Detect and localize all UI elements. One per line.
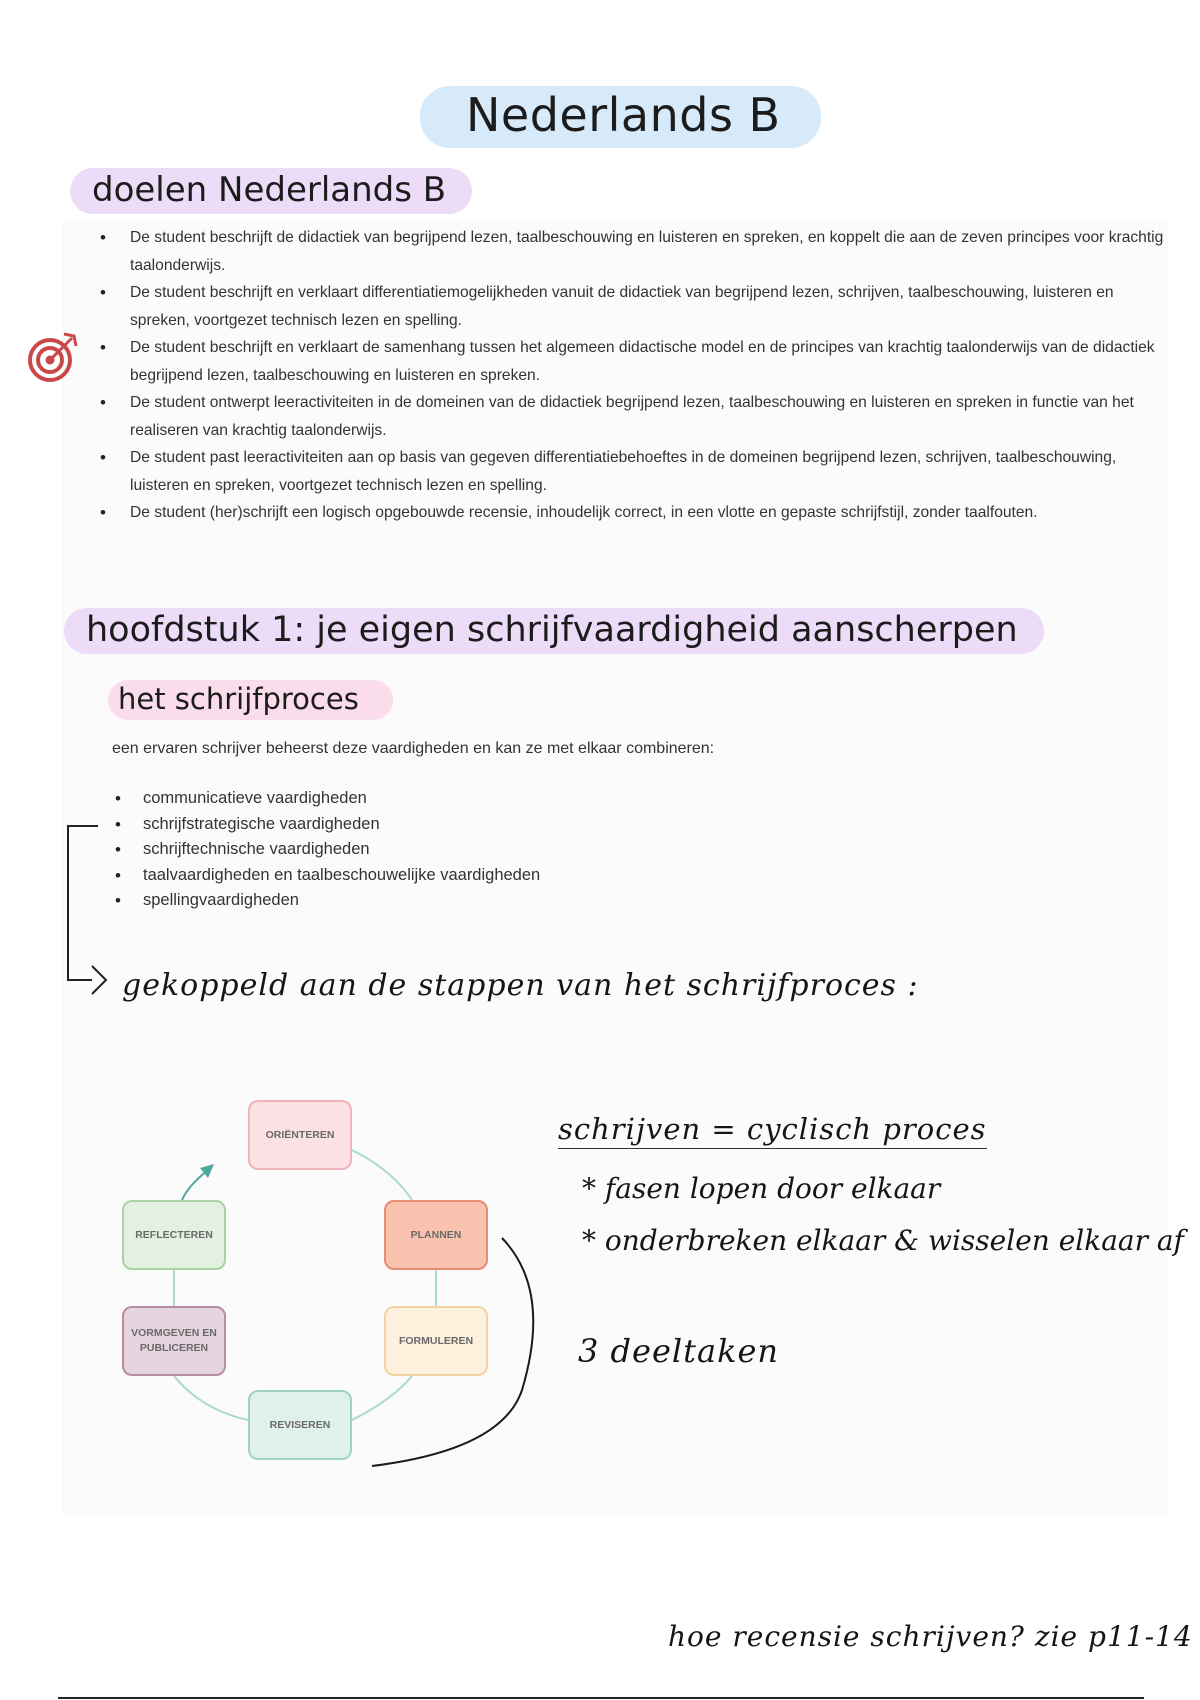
chapter-heading: hoofdstuk 1: je eigen schrijfvaardigheid aanscherpen (64, 608, 1044, 654)
step-reviseren: REVISEREN (248, 1390, 352, 1460)
goals-list (130, 224, 1170, 527)
subtasks-note: 3 deeltaken (578, 1332, 779, 1370)
goals-heading: doelen Nederlands B (70, 168, 472, 214)
step-reflecteren: REFLECTEREN (122, 1200, 226, 1270)
bottom-divider (58, 1697, 1144, 1699)
step-orienteren: ORIËNTEREN (248, 1100, 352, 1170)
cyclic-note-1: * fasen lopen door elkaar (582, 1172, 941, 1205)
intro-text: een ervaren schrijver beheerst deze vaardigheden en kan ze met elkaar combineren: (112, 740, 715, 757)
section-heading: het schrijfproces (108, 680, 393, 720)
list-item: • spellingvaardigheden (143, 888, 540, 914)
writing-process-diagram (112, 1090, 502, 1470)
step-plannen: PLANNEN (384, 1200, 488, 1270)
list-item: • De student beschrijft en verklaart de samenhang tussen het algemeen didactische model en de principes van krachtig taalonderwijs van de didactiek begrijpend lezen, taalbeschouwing en luisteren en spreken. (130, 334, 1170, 389)
step-formuleren: FORMULEREN (384, 1306, 488, 1376)
linked-note: gekoppeld aan de stappen van het schrijfproces : (122, 968, 919, 1003)
list-item: • De student past leeractiviteiten aan op basis van gegeven differentiatiebehoeftes in de domeinen begrijpend lezen, schrijven, taalbeschouwing, luisteren en spreken, voortgezet technisch lezen en spelling. (130, 444, 1170, 499)
list-item: • communicatieve vaardigheden (143, 786, 540, 812)
skills-list (143, 786, 540, 914)
cyclic-process-note: schrijven = cyclisch proces (558, 1112, 987, 1149)
list-item: • De student (her)schrijft een logisch opgebouwde recensie, inhoudelijk correct, in een vlotte en gepaste schrijfstijl, zonder taalfouten. (130, 499, 1170, 527)
cyclic-note-2: * onderbreken elkaar & wisselen elkaar af (582, 1224, 1184, 1257)
list-item: • De student ontwerpt leeractiviteiten in de domeinen van de didactiek begrijpend lezen, taalbeschouwing en luisteren en spreken in functie van het realiseren van krachtig taalonderwijs. (130, 389, 1170, 444)
list-item: • De student beschrijft en verklaart differentiatiemogelijkheden vanuit de didactiek van begrijpend lezen, schrijven, taalbeschouwing, luisteren en spreken, voortgezet technisch lezen en spelling. (130, 279, 1170, 334)
list-item: • schrijfstrategische vaardigheden (143, 812, 540, 838)
review-note: hoe recensie schrijven? zie p11-14 (668, 1620, 1193, 1653)
list-item: • De student beschrijft de didactiek van begrijpend lezen, taalbeschouwing en luisteren en spreken, en koppelt die aan de zeven principes voor krachtig taalonderwijs. (130, 224, 1170, 279)
list-item: • taalvaardigheden en taalbeschouwelijke vaardigheden (143, 863, 540, 889)
target-icon (24, 328, 82, 386)
cycle-arrows (112, 1090, 672, 1490)
bracket-arrow (58, 818, 128, 998)
page-title: Nederlands B (420, 86, 821, 148)
list-item: • schrijftechnische vaardigheden (143, 837, 540, 863)
step-vormgeven-publiceren: VORMGEVEN EN PUBLICEREN (122, 1306, 226, 1376)
